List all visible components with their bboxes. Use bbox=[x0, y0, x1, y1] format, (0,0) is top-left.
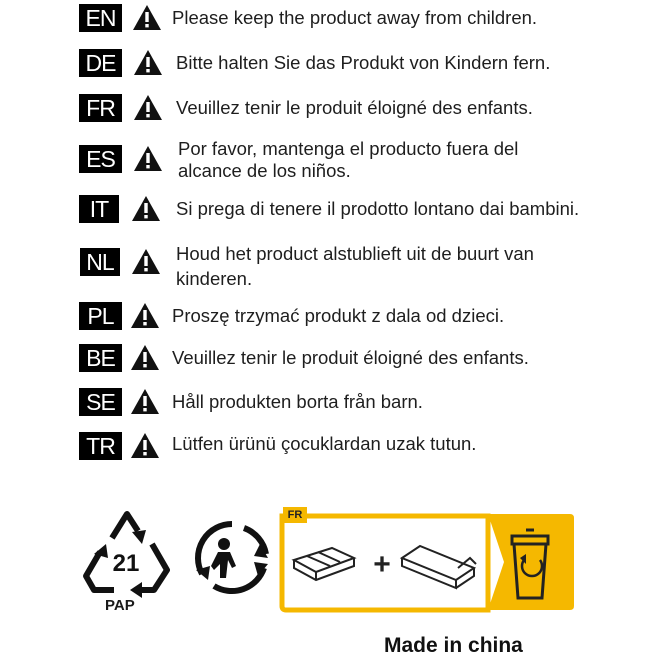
warning-triangle-icon bbox=[130, 388, 160, 415]
warning-text: Bitte halten Sie das Produkt von Kindern fern. bbox=[176, 52, 551, 73]
language-code: PL bbox=[79, 302, 122, 330]
warning-triangle-icon bbox=[131, 195, 161, 222]
warning-text: Håll produkten borta från barn. bbox=[172, 391, 423, 412]
warning-text: Proszę trzymać produkt z dala od dzieci. bbox=[172, 305, 505, 326]
warning-triangle-icon bbox=[130, 432, 160, 459]
warning-triangle-icon bbox=[130, 344, 160, 371]
language-code: BE bbox=[79, 344, 122, 372]
language-code: NL bbox=[80, 248, 120, 276]
warning-triangle-icon bbox=[133, 145, 163, 172]
warning-text: Veuillez tenir le produit éloigné des enfants. bbox=[176, 97, 533, 118]
sorting-info-panel bbox=[278, 508, 578, 614]
recycle-code-number: 21 bbox=[112, 550, 140, 577]
plus-sign: + bbox=[373, 548, 391, 581]
warning-text: Veuillez tenir le produit éloigné des enfants. bbox=[172, 347, 529, 368]
triman-country-tag: FR bbox=[283, 507, 307, 523]
recycle-code-label: PAP bbox=[105, 597, 135, 614]
warning-triangle-icon bbox=[132, 4, 162, 31]
warning-text: Lütfen ürünü çocuklardan uzak tutun. bbox=[172, 433, 477, 454]
language-code: DE bbox=[79, 49, 122, 77]
language-code: SE bbox=[79, 388, 122, 416]
tidyman-icon bbox=[194, 520, 270, 596]
warning-text: Houd het product alstublieft uit de buurt van kinderen. bbox=[176, 243, 534, 289]
language-code: EN bbox=[79, 4, 122, 32]
warning-triangle-icon bbox=[133, 49, 163, 76]
warning-text: Please keep the product away from children. bbox=[172, 7, 538, 28]
warning-triangle-icon bbox=[133, 94, 163, 121]
origin-label: Made in china bbox=[384, 634, 523, 657]
warning-triangle-icon bbox=[131, 248, 161, 275]
language-code: FR bbox=[79, 94, 122, 122]
warning-text: Por favor, mantenga el producto fuera del alcance de los niños. bbox=[178, 138, 519, 181]
language-code: ES bbox=[79, 145, 122, 173]
language-code: TR bbox=[79, 432, 122, 460]
warning-triangle-icon bbox=[130, 302, 160, 329]
recycle-triangle-icon bbox=[82, 508, 172, 598]
warning-text: Si prega di tenere il prodotto lontano dai bambini. bbox=[176, 198, 580, 219]
language-code: IT bbox=[79, 195, 119, 223]
